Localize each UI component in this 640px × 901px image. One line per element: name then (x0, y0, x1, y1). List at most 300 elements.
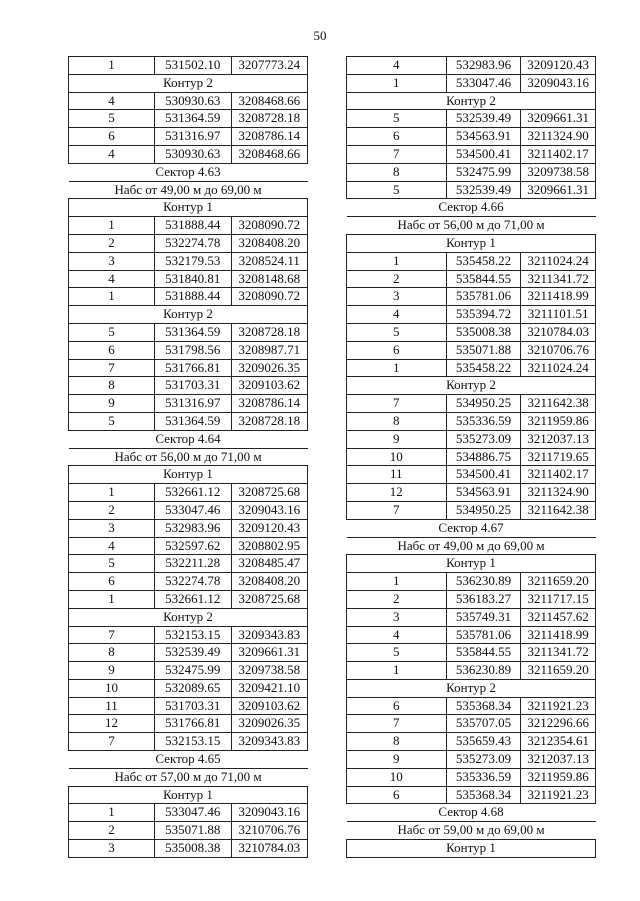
contour-header-row (347, 92, 596, 110)
y-coordinate-cell: 3211402.17 (521, 145, 596, 163)
y-coordinate-cell: 3211418.99 (521, 288, 596, 306)
point-number-cell: 8 (347, 412, 447, 430)
y-coordinate-cell: 3208090.72 (231, 288, 308, 306)
x-coordinate-cell: 536230.89 (446, 662, 521, 680)
x-coordinate-cell: 531766.81 (155, 715, 231, 733)
x-coordinate-cell: 532661.12 (155, 590, 231, 608)
point-number-cell: 7 (69, 359, 155, 377)
contour-header-row (69, 199, 308, 217)
y-coordinate-cell: 3208485.47 (231, 555, 308, 573)
coordinate-row (347, 751, 596, 769)
coordinate-row (347, 128, 596, 146)
point-number-cell: 8 (69, 377, 155, 395)
point-number-cell: 2 (347, 590, 447, 608)
contour-label: Контур 1 (347, 234, 596, 252)
right-coordinates-table (346, 56, 596, 858)
y-coordinate-cell: 3209026.35 (231, 715, 308, 733)
point-number-cell: 10 (347, 768, 447, 786)
x-coordinate-cell: 534500.41 (446, 145, 521, 163)
y-coordinate-cell: 3211959.86 (521, 768, 596, 786)
point-number-cell: 7 (347, 715, 447, 733)
point-number-cell: 1 (69, 484, 155, 502)
x-coordinate-cell: 530930.63 (155, 92, 231, 110)
coordinate-row (347, 74, 596, 92)
x-coordinate-cell: 535458.22 (446, 359, 521, 377)
y-coordinate-cell: 3211659.20 (521, 662, 596, 680)
x-coordinate-cell: 532475.99 (446, 163, 521, 181)
point-number-cell: 6 (347, 697, 447, 715)
x-coordinate-cell: 534950.25 (446, 501, 521, 519)
point-number-cell: 7 (69, 733, 155, 751)
coordinate-row (69, 822, 308, 840)
point-number-cell: 1 (69, 57, 155, 75)
coordinate-row (69, 804, 308, 822)
point-number-cell: 5 (347, 644, 447, 662)
point-number-cell: 1 (347, 74, 447, 92)
point-number-cell: 3 (347, 608, 447, 626)
coordinate-row (347, 573, 596, 591)
point-number-cell: 6 (347, 341, 447, 359)
coordinate-row (347, 466, 596, 484)
contour-header-row (347, 234, 596, 252)
x-coordinate-cell: 535458.22 (446, 252, 521, 270)
point-number-cell: 1 (347, 359, 447, 377)
x-coordinate-cell: 535273.09 (446, 430, 521, 448)
x-coordinate-cell: 535071.88 (155, 822, 231, 840)
y-coordinate-cell: 3208725.68 (231, 484, 308, 502)
page-number: 50 (313, 28, 327, 43)
coordinate-row (69, 537, 308, 555)
sector-title-row (69, 768, 308, 786)
coordinate-row (347, 110, 596, 128)
point-number-cell: 8 (347, 733, 447, 751)
y-coordinate-cell: 3208786.14 (231, 128, 308, 146)
x-coordinate-cell: 535844.55 (446, 644, 521, 662)
y-coordinate-cell: 3209738.58 (231, 662, 308, 680)
x-coordinate-cell: 532153.15 (155, 733, 231, 751)
contour-header-row (69, 608, 308, 626)
point-number-cell: 7 (347, 501, 447, 519)
coordinate-row (69, 484, 308, 502)
y-coordinate-cell: 3210706.76 (231, 822, 308, 840)
sector-title: Сектор 4.65 (69, 751, 308, 769)
coordinate-row (347, 484, 596, 502)
x-coordinate-cell: 535273.09 (446, 751, 521, 769)
point-number-cell: 6 (347, 786, 447, 804)
x-coordinate-cell: 532089.65 (155, 679, 231, 697)
contour-label: Контур 2 (347, 679, 596, 697)
contour-header-row (347, 555, 596, 573)
sector-title: Сектор 4.67 (347, 519, 596, 537)
x-coordinate-cell: 531364.59 (155, 110, 231, 128)
x-coordinate-cell: 531502.10 (155, 57, 231, 75)
y-coordinate-cell: 3211024.24 (521, 252, 596, 270)
coordinate-row (69, 323, 308, 341)
y-coordinate-cell: 3209103.62 (231, 377, 308, 395)
y-coordinate-cell: 3211024.24 (521, 359, 596, 377)
x-coordinate-cell: 531364.59 (155, 323, 231, 341)
point-number-cell: 6 (69, 128, 155, 146)
point-number-cell: 7 (347, 145, 447, 163)
coordinate-row (347, 181, 596, 199)
coordinate-row (347, 644, 596, 662)
contour-label: Контур 1 (69, 199, 308, 217)
coordinate-row (347, 768, 596, 786)
point-number-cell: 1 (69, 590, 155, 608)
point-number-cell: 6 (347, 128, 447, 146)
coordinate-row (347, 715, 596, 733)
coordinate-row (347, 786, 596, 804)
y-coordinate-cell: 3210784.03 (521, 323, 596, 341)
sector-title-row (69, 430, 308, 448)
x-coordinate-cell: 535336.59 (446, 412, 521, 430)
coordinate-row (347, 359, 596, 377)
coordinate-row (69, 644, 308, 662)
coordinate-row (69, 395, 308, 413)
coordinate-row (347, 608, 596, 626)
x-coordinate-cell: 535707.05 (446, 715, 521, 733)
x-coordinate-cell: 535368.34 (446, 697, 521, 715)
point-number-cell: 3 (69, 252, 155, 270)
coordinate-row (347, 306, 596, 324)
y-coordinate-cell: 3208468.66 (231, 145, 308, 163)
left-coordinates-column (68, 56, 308, 858)
sector-title: Сектор 4.63 (69, 163, 308, 181)
coordinate-row (69, 145, 308, 163)
contour-header-row (69, 786, 308, 804)
x-coordinate-cell: 531703.31 (155, 697, 231, 715)
x-coordinate-cell: 535071.88 (446, 341, 521, 359)
y-coordinate-cell: 3211959.86 (521, 412, 596, 430)
coordinate-row (69, 662, 308, 680)
coordinate-row (69, 555, 308, 573)
coordinate-row (69, 110, 308, 128)
point-number-cell: 6 (69, 341, 155, 359)
y-coordinate-cell: 3209026.35 (231, 359, 308, 377)
y-coordinate-cell: 3211921.23 (521, 697, 596, 715)
point-number-cell: 4 (69, 145, 155, 163)
y-coordinate-cell: 3208408.20 (231, 234, 308, 252)
sector-title-row (69, 181, 308, 199)
coordinate-row (347, 412, 596, 430)
y-coordinate-cell: 3212354.61 (521, 733, 596, 751)
y-coordinate-cell: 3212296.66 (521, 715, 596, 733)
y-coordinate-cell: 3209661.31 (521, 110, 596, 128)
point-number-cell: 2 (69, 822, 155, 840)
point-number-cell: 8 (347, 163, 447, 181)
point-number-cell: 1 (69, 288, 155, 306)
x-coordinate-cell: 535749.31 (446, 608, 521, 626)
x-coordinate-cell: 536230.89 (446, 573, 521, 591)
point-number-cell: 9 (69, 662, 155, 680)
point-number-cell: 10 (347, 448, 447, 466)
x-coordinate-cell: 535659.43 (446, 733, 521, 751)
point-number-cell: 5 (347, 181, 447, 199)
coordinate-row (69, 234, 308, 252)
point-number-cell: 2 (69, 234, 155, 252)
coordinate-row (69, 590, 308, 608)
sector-title-row (69, 448, 308, 466)
coordinate-row (347, 626, 596, 644)
contour-label: Контур 2 (347, 92, 596, 110)
sector-title: Набс от 56,00 м до 71,00 м (347, 217, 596, 235)
coordinate-row (347, 395, 596, 413)
y-coordinate-cell: 3209120.43 (231, 519, 308, 537)
sector-title: Сектор 4.66 (347, 199, 596, 217)
sector-title-row (347, 804, 596, 822)
y-coordinate-cell: 3211341.72 (521, 270, 596, 288)
y-coordinate-cell: 3208090.72 (231, 217, 308, 235)
point-number-cell: 2 (347, 270, 447, 288)
x-coordinate-cell: 532179.53 (155, 252, 231, 270)
y-coordinate-cell: 3209043.16 (231, 501, 308, 519)
y-coordinate-cell: 3210706.76 (521, 341, 596, 359)
x-coordinate-cell: 535008.38 (446, 323, 521, 341)
coordinate-row (69, 270, 308, 288)
x-coordinate-cell: 534886.75 (446, 448, 521, 466)
contour-header-row (347, 679, 596, 697)
x-coordinate-cell: 535336.59 (446, 768, 521, 786)
x-coordinate-cell: 535368.34 (446, 786, 521, 804)
x-coordinate-cell: 532539.49 (446, 181, 521, 199)
coordinate-row (347, 145, 596, 163)
coordinate-row (69, 573, 308, 591)
point-number-cell: 10 (69, 679, 155, 697)
sector-title-row (69, 163, 308, 181)
y-coordinate-cell: 3207773.24 (231, 57, 308, 75)
x-coordinate-cell: 531888.44 (155, 288, 231, 306)
coordinate-row (69, 92, 308, 110)
x-coordinate-cell: 532597.62 (155, 537, 231, 555)
y-coordinate-cell: 3208468.66 (231, 92, 308, 110)
point-number-cell: 5 (69, 110, 155, 128)
point-number-cell: 5 (69, 323, 155, 341)
coordinate-row (347, 288, 596, 306)
contour-header-row (69, 306, 308, 324)
y-coordinate-cell: 3211101.51 (521, 306, 596, 324)
point-number-cell: 1 (347, 252, 447, 270)
contour-header-row (69, 74, 308, 92)
sector-title: Сектор 4.68 (347, 804, 596, 822)
coordinate-row (347, 697, 596, 715)
contour-label: Контур 1 (347, 840, 596, 858)
coordinate-row (69, 252, 308, 270)
y-coordinate-cell: 3211402.17 (521, 466, 596, 484)
sector-title-row (347, 217, 596, 235)
x-coordinate-cell: 532211.28 (155, 555, 231, 573)
y-coordinate-cell: 3209661.31 (521, 181, 596, 199)
x-coordinate-cell: 534500.41 (446, 466, 521, 484)
x-coordinate-cell: 531766.81 (155, 359, 231, 377)
point-number-cell: 9 (69, 395, 155, 413)
point-number-cell: 1 (69, 804, 155, 822)
contour-header-row (69, 466, 308, 484)
x-coordinate-cell: 535781.06 (446, 626, 521, 644)
coordinate-row (69, 359, 308, 377)
point-number-cell: 4 (69, 270, 155, 288)
sector-title: Набс от 56,00 м до 71,00 м (69, 448, 308, 466)
y-coordinate-cell: 3209661.31 (231, 644, 308, 662)
coordinate-row (347, 163, 596, 181)
x-coordinate-cell: 532274.78 (155, 234, 231, 252)
x-coordinate-cell: 532274.78 (155, 573, 231, 591)
point-number-cell: 8 (69, 644, 155, 662)
x-coordinate-cell: 535008.38 (155, 840, 231, 858)
sector-title: Набс от 59,00 м до 69,00 м (347, 822, 596, 840)
y-coordinate-cell: 3212037.13 (521, 430, 596, 448)
y-coordinate-cell: 3210784.03 (231, 840, 308, 858)
y-coordinate-cell: 3209421.10 (231, 679, 308, 697)
sector-title: Набс от 49,00 м до 69,00 м (347, 537, 596, 555)
sector-title: Набс от 49,00 м до 69,00 м (69, 181, 308, 199)
x-coordinate-cell: 532539.49 (155, 644, 231, 662)
coordinate-row (69, 377, 308, 395)
point-number-cell: 7 (69, 626, 155, 644)
x-coordinate-cell: 530930.63 (155, 145, 231, 163)
sector-title-row (347, 822, 596, 840)
y-coordinate-cell: 3211341.72 (521, 644, 596, 662)
y-coordinate-cell: 3211642.38 (521, 395, 596, 413)
coordinate-row (69, 519, 308, 537)
y-coordinate-cell: 3208802.95 (231, 537, 308, 555)
x-coordinate-cell: 532153.15 (155, 626, 231, 644)
y-coordinate-cell: 3211659.20 (521, 573, 596, 591)
coordinate-row (347, 341, 596, 359)
coordinate-row (69, 840, 308, 858)
y-coordinate-cell: 3211324.90 (521, 128, 596, 146)
y-coordinate-cell: 3208148.68 (231, 270, 308, 288)
y-coordinate-cell: 3211717.15 (521, 590, 596, 608)
contour-label: Контур 1 (347, 555, 596, 573)
sector-title-row (347, 199, 596, 217)
contour-label: Контур 2 (69, 74, 308, 92)
coordinate-row (347, 252, 596, 270)
coordinate-row (69, 128, 308, 146)
contour-label: Контур 1 (69, 786, 308, 804)
contour-label: Контур 2 (69, 608, 308, 626)
point-number-cell: 4 (69, 537, 155, 555)
point-number-cell: 6 (69, 573, 155, 591)
point-number-cell: 3 (69, 840, 155, 858)
x-coordinate-cell: 533047.46 (155, 501, 231, 519)
point-number-cell: 4 (347, 626, 447, 644)
coordinate-row (347, 733, 596, 751)
coordinate-row (347, 590, 596, 608)
point-number-cell: 11 (69, 697, 155, 715)
y-coordinate-cell: 3212037.13 (521, 751, 596, 769)
x-coordinate-cell: 531798.56 (155, 341, 231, 359)
y-coordinate-cell: 3208725.68 (231, 590, 308, 608)
coordinate-row (69, 412, 308, 430)
coordinate-row (347, 323, 596, 341)
x-coordinate-cell: 531316.97 (155, 128, 231, 146)
y-coordinate-cell: 3211418.99 (521, 626, 596, 644)
point-number-cell: 12 (69, 715, 155, 733)
x-coordinate-cell: 531316.97 (155, 395, 231, 413)
y-coordinate-cell: 3208524.11 (231, 252, 308, 270)
x-coordinate-cell: 533047.46 (155, 804, 231, 822)
y-coordinate-cell: 3208728.18 (231, 110, 308, 128)
coordinate-row (69, 679, 308, 697)
x-coordinate-cell: 536183.27 (446, 590, 521, 608)
coordinate-row (69, 715, 308, 733)
y-coordinate-cell: 3211719.65 (521, 448, 596, 466)
x-coordinate-cell: 532475.99 (155, 662, 231, 680)
sector-title-row (347, 537, 596, 555)
contour-header-row (347, 377, 596, 395)
coordinate-row (69, 288, 308, 306)
y-coordinate-cell: 3209738.58 (521, 163, 596, 181)
point-number-cell: 1 (347, 573, 447, 591)
coordinate-row (69, 697, 308, 715)
point-number-cell: 5 (69, 555, 155, 573)
x-coordinate-cell: 531364.59 (155, 412, 231, 430)
point-number-cell: 1 (347, 662, 447, 680)
coordinate-row (69, 341, 308, 359)
coordinate-row (347, 501, 596, 519)
x-coordinate-cell: 532983.96 (155, 519, 231, 537)
x-coordinate-cell: 534950.25 (446, 395, 521, 413)
coordinate-row (347, 270, 596, 288)
y-coordinate-cell: 3211324.90 (521, 484, 596, 502)
x-coordinate-cell: 531703.31 (155, 377, 231, 395)
coordinate-row (347, 57, 596, 75)
contour-header-row (347, 840, 596, 858)
y-coordinate-cell: 3211457.62 (521, 608, 596, 626)
y-coordinate-cell: 3209343.83 (231, 626, 308, 644)
sector-title-row (69, 751, 308, 769)
y-coordinate-cell: 3211642.38 (521, 501, 596, 519)
right-coordinates-column (346, 56, 596, 858)
x-coordinate-cell: 535394.72 (446, 306, 521, 324)
y-coordinate-cell: 3208987.71 (231, 341, 308, 359)
point-number-cell: 5 (347, 323, 447, 341)
x-coordinate-cell: 532539.49 (446, 110, 521, 128)
point-number-cell: 3 (347, 288, 447, 306)
point-number-cell: 4 (347, 306, 447, 324)
sector-title-row (347, 519, 596, 537)
y-coordinate-cell: 3209120.43 (521, 57, 596, 75)
x-coordinate-cell: 531840.81 (155, 270, 231, 288)
x-coordinate-cell: 534563.91 (446, 484, 521, 502)
coordinate-row (347, 662, 596, 680)
point-number-cell: 3 (69, 519, 155, 537)
y-coordinate-cell: 3208728.18 (231, 412, 308, 430)
coordinate-row (347, 448, 596, 466)
y-coordinate-cell: 3209103.62 (231, 697, 308, 715)
point-number-cell: 1 (69, 217, 155, 235)
contour-label: Контур 2 (69, 306, 308, 324)
point-number-cell: 2 (69, 501, 155, 519)
point-number-cell: 9 (347, 430, 447, 448)
x-coordinate-cell: 531888.44 (155, 217, 231, 235)
y-coordinate-cell: 3209043.16 (231, 804, 308, 822)
sector-title: Сектор 4.64 (69, 430, 308, 448)
point-number-cell: 4 (69, 92, 155, 110)
coordinate-row (69, 733, 308, 751)
x-coordinate-cell: 535844.55 (446, 270, 521, 288)
x-coordinate-cell: 534563.91 (446, 128, 521, 146)
y-coordinate-cell: 3209043.16 (521, 74, 596, 92)
sector-title: Набс от 57,00 м до 71,00 м (69, 768, 308, 786)
point-number-cell: 5 (69, 412, 155, 430)
point-number-cell: 9 (347, 751, 447, 769)
coordinate-row (347, 430, 596, 448)
left-coordinates-table (68, 56, 308, 858)
point-number-cell: 5 (347, 110, 447, 128)
point-number-cell: 7 (347, 395, 447, 413)
coordinate-row (69, 217, 308, 235)
